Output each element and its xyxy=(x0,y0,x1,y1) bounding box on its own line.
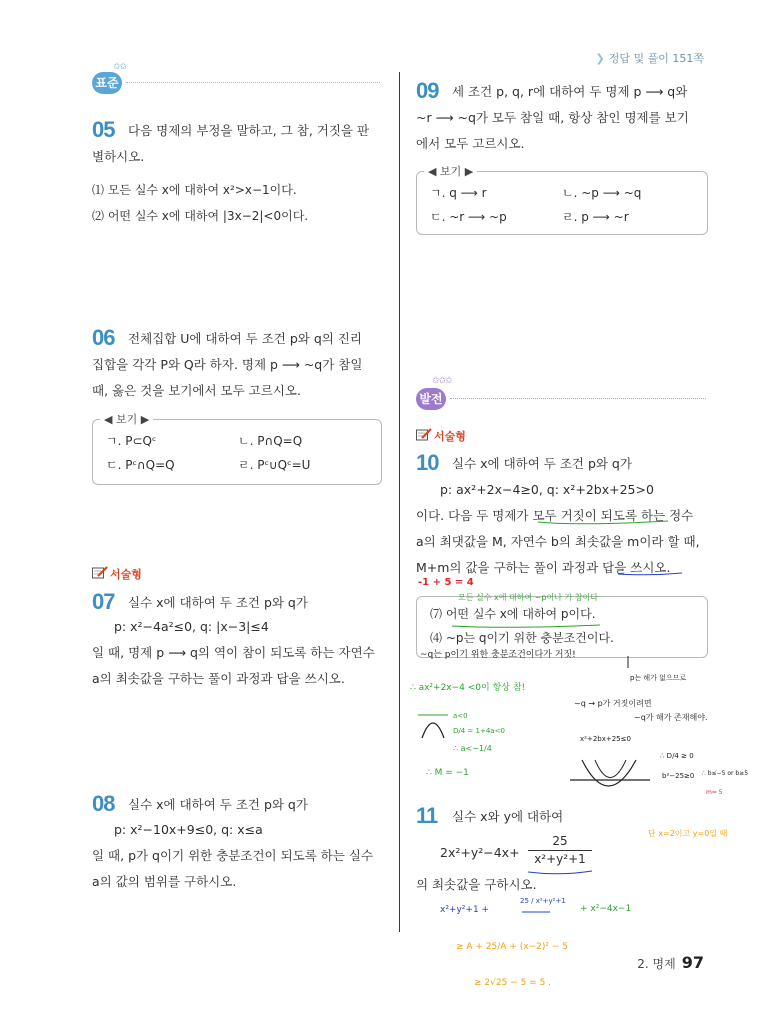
handwritten-note: a<0 xyxy=(453,712,468,720)
bogi-item: ㄹ. p ⟶ ~r xyxy=(562,210,629,224)
essay-tag: 서술형 xyxy=(434,430,466,443)
question-text: 전체집합 U에 대하여 두 조건 p와 q의 진리 xyxy=(128,331,362,346)
handwritten-note: ~q는 p이기 위한 충분조건이다가 거짓! xyxy=(420,650,576,660)
essay-tag: 서술형 xyxy=(110,568,142,581)
question-number: 07 xyxy=(92,589,115,614)
question-text: 실수 x와 y에 대하여 xyxy=(452,809,564,824)
question-text: 에서 모두 고르시오. xyxy=(416,136,525,151)
question-text: 실수 x에 대하여 두 조건 p와 q가 xyxy=(452,456,632,471)
question-text: 일 때, 명제 p ⟶ q의 역이 참이 되도록 하는 자연수 xyxy=(92,645,375,660)
handwriting-strokes xyxy=(400,490,730,990)
question-text: 의 최솟값을 구하시오. xyxy=(416,877,537,892)
handwritten-note: 단 x=2이고 y=0일 때 xyxy=(648,829,728,838)
bogi-item: ㄷ. Pᶜ∩Q=Q xyxy=(106,458,175,472)
handwritten-note: ~q가 해가 존재해야. xyxy=(634,713,708,722)
page-number: 97 xyxy=(681,953,704,972)
section-divider xyxy=(126,82,380,83)
page-footer xyxy=(637,953,704,972)
stars-icon: ✩✩ xyxy=(113,62,127,72)
condition-item: ⑷ ~p는 q이기 위한 충분조건이다. xyxy=(430,631,614,645)
handwritten-note: ≥ A + 25/A + (x−2)² − 5 xyxy=(456,942,568,952)
question-condition: p: x²−10x+9≤0, q: x≤a xyxy=(114,822,263,837)
section-divider xyxy=(450,398,706,399)
question-number: 09 xyxy=(416,78,439,103)
handwritten-note: + x²−4x−1 xyxy=(580,904,632,914)
question-text: 집합을 각각 P와 Q라 하자. 명제 p ⟶ ~q가 참일 xyxy=(92,357,363,372)
question-text: 세 조건 p, q, r에 대하여 두 명제 p ⟶ q와 xyxy=(452,84,688,99)
question-text: M+m의 값을 구하는 풀이 과정과 답을 쓰시오. xyxy=(416,560,671,575)
question-expression: 2x²+y²−4x+ xyxy=(440,845,520,860)
handwritten-note: -1 + 5 = 4 xyxy=(418,577,474,588)
handwritten-note: ∴ D/4 ≥ 0 xyxy=(660,752,694,760)
bogi-item: ㄴ. P∩Q=Q xyxy=(238,434,303,448)
condition-item: ⑺ 어떤 실수 x에 대하여 p이다. xyxy=(430,607,596,621)
bogi-item: ㄹ. Pᶜ∪Qᶜ=U xyxy=(238,458,311,472)
chapter-label: 2. 명제 xyxy=(637,957,676,971)
bogi-label: ◀ 보기 ▶ xyxy=(100,411,153,427)
handwritten-note: b²−25≥0 xyxy=(662,772,695,780)
pencil-icon xyxy=(92,566,108,579)
handwritten-note: p는 해가 없으므로 xyxy=(630,674,687,682)
bogi-box xyxy=(92,419,382,485)
sub-question: ⑴ 모든 실수 x에 대하여 x²>x−1이다. xyxy=(92,183,297,197)
question-text: ~r ⟶ ~q가 모두 참일 때, 항상 참인 명제를 보기 xyxy=(416,110,689,125)
handwritten-note: ∴ a<−1/4 xyxy=(453,744,492,753)
fraction-denominator: x²+y²+1 xyxy=(534,852,586,866)
question-number: 08 xyxy=(92,791,115,816)
question-text: 다음 명제의 부정을 말하고, 그 참, 거짓을 판 xyxy=(128,123,370,138)
answer-reference: ❯ 정답 및 풀이 151쪽 xyxy=(595,52,704,65)
question-text: a의 최댓값을 M, 자연수 b의 최솟값을 m이라 할 때, xyxy=(416,534,700,549)
handwritten-note: x²+2bx+25≤0 xyxy=(580,735,631,743)
sub-question: ⑵ 어떤 실수 x에 대하여 |3x−2|<0이다. xyxy=(92,209,309,223)
question-text: 실수 x에 대하여 두 조건 p와 q가 xyxy=(128,595,308,610)
question-text: a의 최솟값을 구하는 풀이 과정과 답을 쓰시오. xyxy=(92,671,345,686)
question-condition: p: ax²+2x−4≥0, q: x²+2bx+25>0 xyxy=(440,482,654,497)
question-number: 11 xyxy=(416,803,438,828)
question-number: 10 xyxy=(416,450,439,475)
question-text: 이다. 다음 두 명제가 모두 거짓이 되도록 하는 정수 xyxy=(416,508,694,523)
question-text: 실수 x에 대하여 두 조건 p와 q가 xyxy=(128,797,308,812)
question-text: 별하시오. xyxy=(92,149,145,164)
handwritten-note: ∴ b≤−5 or b≥5 xyxy=(702,770,749,777)
question-number: 06 xyxy=(92,325,115,350)
handwritten-note: ~q → p가 거짓이려면 xyxy=(574,699,652,708)
fraction-numerator: 25 xyxy=(552,834,568,848)
bogi-item: ㄱ. q ⟶ r xyxy=(430,186,487,200)
stars-icon: ✩✩✩ xyxy=(432,376,452,386)
handwritten-note: ∴ M = −1 xyxy=(426,768,469,778)
pencil-icon xyxy=(416,428,432,441)
handwritten-note: D/4 = 1+4a<0 xyxy=(453,727,505,735)
question-text: 일 때, p가 q이기 위한 충분조건이 되도록 하는 실수 xyxy=(92,848,374,863)
question-number: 05 xyxy=(92,117,115,142)
handwritten-note: ≥ 2√25 − 5 = 5 . xyxy=(474,978,552,988)
level-badge-advanced: 발전 xyxy=(416,388,446,410)
handwritten-note: x²+y²+1 + xyxy=(440,905,490,915)
level-badge-standard: 표준 xyxy=(92,72,122,94)
bogi-label: ◀ 보기 ▶ xyxy=(424,163,477,179)
bogi-item: ㄱ. P⊂Qᶜ xyxy=(106,434,157,448)
handwritten-note: m= 5 xyxy=(706,789,723,796)
arrow-icon: ❯ xyxy=(595,52,605,65)
bogi-item: ㄴ. ~p ⟶ ~q xyxy=(562,186,642,200)
handwritten-note: ∴ ax²+2x−4 <0이 항상 참! xyxy=(410,683,526,693)
handwritten-note: 모든 실수 x에 대하여 ~p이나 가 참이다 xyxy=(458,593,598,602)
bogi-item: ㄷ. ~r ⟶ ~p xyxy=(430,210,507,224)
question-text: a의 값의 범위를 구하시오. xyxy=(92,874,237,889)
bogi-box xyxy=(416,171,708,235)
question-text: 때, 옳은 것을 보기에서 모두 고르시오. xyxy=(92,383,301,398)
handwritten-note: 25 / x²+y²+1 xyxy=(520,897,566,905)
question-condition: p: x²−4a²≤0, q: |x−3|≤4 xyxy=(114,619,269,634)
